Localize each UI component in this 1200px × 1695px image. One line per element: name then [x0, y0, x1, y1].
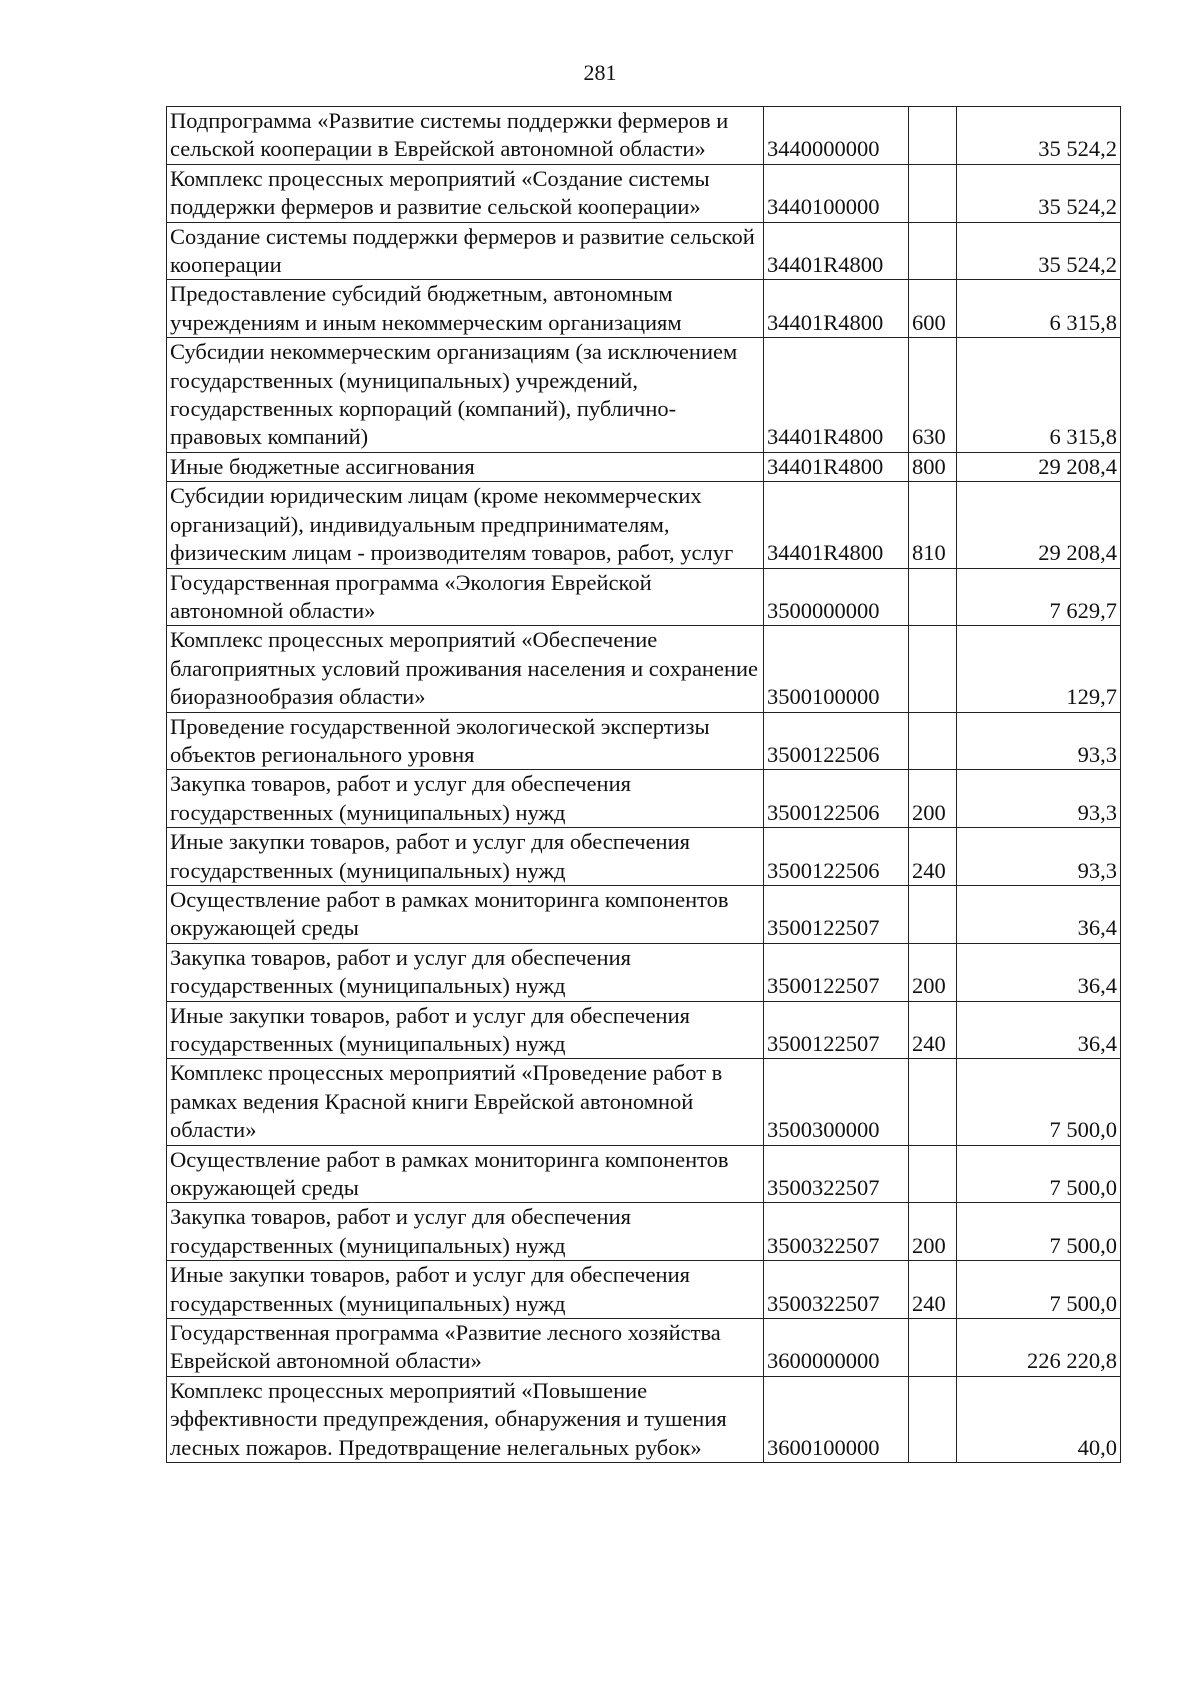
row-code-cell: 3440100000: [764, 164, 909, 222]
row-name-cell: Проведение государственной экологической экспертизы объектов регионального уровня: [167, 712, 764, 770]
row-amount-cell: 6 315,8: [957, 338, 1121, 453]
row-name-cell: Комплекс процессных мероприятий «Повышение эффективности предупреждения, обнаружения и тушения лесных пожаров. Предотвращение нелегальных рубок»: [167, 1376, 764, 1462]
row-type-cell: 800: [909, 452, 957, 481]
row-amount-cell: 93,3: [957, 770, 1121, 828]
row-code-cell: 3500100000: [764, 626, 909, 712]
table-row: [167, 1203, 1121, 1261]
row-amount-cell: 36,4: [957, 1001, 1121, 1059]
row-type-cell: 200: [909, 770, 957, 828]
row-code-cell: 34401R4800: [764, 222, 909, 280]
row-type-cell: [909, 626, 957, 712]
row-amount-cell: 93,3: [957, 828, 1121, 886]
row-type-cell: [909, 1376, 957, 1462]
row-amount-cell: 226 220,8: [957, 1319, 1121, 1377]
table-row: [167, 1001, 1121, 1059]
row-name-cell: Закупка товаров, работ и услуг для обеспечения государственных (муниципальных) нужд: [167, 943, 764, 1001]
table-row: [167, 626, 1121, 712]
row-amount-cell: 7 629,7: [957, 568, 1121, 626]
table-row: [167, 164, 1121, 222]
row-name-cell: Подпрограмма «Развитие системы поддержки фермеров и сельской кооперации в Еврейской автономной области»: [167, 107, 764, 165]
row-code-cell: 3500322507: [764, 1261, 909, 1319]
budget-table: [166, 106, 1121, 1463]
row-amount-cell: 6 315,8: [957, 280, 1121, 338]
row-name-cell: Осуществление работ в рамках мониторинга компонентов окружающей среды: [167, 1145, 764, 1203]
row-type-cell: 200: [909, 1203, 957, 1261]
row-name-cell: Закупка товаров, работ и услуг для обеспечения государственных (муниципальных) нужд: [167, 770, 764, 828]
row-code-cell: 3500122507: [764, 885, 909, 943]
table-row: [167, 828, 1121, 886]
budget-table-body: [167, 107, 1121, 1463]
row-amount-cell: 129,7: [957, 626, 1121, 712]
row-type-cell: 240: [909, 1261, 957, 1319]
page-number: 281: [583, 60, 617, 85]
row-name-cell: Иные закупки товаров, работ и услуг для обеспечения государственных (муниципальных) нужд: [167, 1261, 764, 1319]
table-row: [167, 770, 1121, 828]
row-type-cell: 240: [909, 1001, 957, 1059]
row-code-cell: 3500122507: [764, 1001, 909, 1059]
table-row: [167, 712, 1121, 770]
table-row: [167, 943, 1121, 1001]
row-name-cell: Государственная программа «Развитие лесного хозяйства Еврейской автономной области»: [167, 1319, 764, 1377]
row-name-cell: Субсидии юридическим лицам (кроме некоммерческих организаций), индивидуальным предпринимателям, физическим лицам - производителям товаров, работ, услуг: [167, 482, 764, 568]
row-type-cell: [909, 222, 957, 280]
row-amount-cell: 29 208,4: [957, 482, 1121, 568]
row-amount-cell: 7 500,0: [957, 1059, 1121, 1145]
row-code-cell: 34401R4800: [764, 452, 909, 481]
row-name-cell: Государственная программа «Экология Еврейской автономной области»: [167, 568, 764, 626]
row-amount-cell: 93,3: [957, 712, 1121, 770]
row-code-cell: 3500122506: [764, 712, 909, 770]
row-type-cell: [909, 107, 957, 165]
row-type-cell: 600: [909, 280, 957, 338]
table-row: [167, 280, 1121, 338]
table-row: [167, 1059, 1121, 1145]
table-row: [167, 1261, 1121, 1319]
table-row: [167, 482, 1121, 568]
row-amount-cell: 7 500,0: [957, 1203, 1121, 1261]
row-code-cell: 3440000000: [764, 107, 909, 165]
row-type-cell: 810: [909, 482, 957, 568]
row-type-cell: [909, 712, 957, 770]
row-type-cell: [909, 164, 957, 222]
table-row: [167, 1145, 1121, 1203]
row-amount-cell: 40,0: [957, 1376, 1121, 1462]
row-name-cell: Осуществление работ в рамках мониторинга компонентов окружающей среды: [167, 885, 764, 943]
row-type-cell: 200: [909, 943, 957, 1001]
row-type-cell: [909, 1319, 957, 1377]
table-row: [167, 338, 1121, 453]
row-amount-cell: 36,4: [957, 943, 1121, 1001]
row-type-cell: 630: [909, 338, 957, 453]
row-code-cell: 34401R4800: [764, 482, 909, 568]
row-type-cell: [909, 1059, 957, 1145]
row-name-cell: Предоставление субсидий бюджетным, автономным учреждениям и иным некоммерческим организациям: [167, 280, 764, 338]
row-code-cell: 3500000000: [764, 568, 909, 626]
row-name-cell: Комплекс процессных мероприятий «Проведение работ в рамках ведения Красной книги Еврейской автономной области»: [167, 1059, 764, 1145]
table-row: [167, 222, 1121, 280]
row-amount-cell: 7 500,0: [957, 1261, 1121, 1319]
table-row: [167, 107, 1121, 165]
row-code-cell: 3500122506: [764, 828, 909, 886]
row-code-cell: 3500122507: [764, 943, 909, 1001]
row-amount-cell: 29 208,4: [957, 452, 1121, 481]
row-name-cell: Закупка товаров, работ и услуг для обеспечения государственных (муниципальных) нужд: [167, 1203, 764, 1261]
row-name-cell: Комплекс процессных мероприятий «Создание системы поддержки фермеров и развитие сельской кооперации»: [167, 164, 764, 222]
row-amount-cell: 35 524,2: [957, 222, 1121, 280]
row-code-cell: 3600000000: [764, 1319, 909, 1377]
row-code-cell: 3600100000: [764, 1376, 909, 1462]
row-type-cell: 240: [909, 828, 957, 886]
row-amount-cell: 7 500,0: [957, 1145, 1121, 1203]
row-name-cell: Иные закупки товаров, работ и услуг для обеспечения государственных (муниципальных) нужд: [167, 1001, 764, 1059]
row-type-cell: [909, 1145, 957, 1203]
table-row: [167, 568, 1121, 626]
row-code-cell: 34401R4800: [764, 338, 909, 453]
row-name-cell: Иные бюджетные ассигнования: [167, 452, 764, 481]
row-code-cell: 3500122506: [764, 770, 909, 828]
table-row: [167, 1376, 1121, 1462]
row-amount-cell: 36,4: [957, 885, 1121, 943]
row-code-cell: 3500322507: [764, 1203, 909, 1261]
table-row: [167, 1319, 1121, 1377]
row-type-cell: [909, 568, 957, 626]
row-name-cell: Субсидии некоммерческим организациям (за исключением государственных (муниципальных) учреждений, государственных корпораций (компаний), публично-правовых компаний): [167, 338, 764, 453]
row-type-cell: [909, 885, 957, 943]
table-row: [167, 885, 1121, 943]
row-name-cell: Иные закупки товаров, работ и услуг для обеспечения государственных (муниципальных) нужд: [167, 828, 764, 886]
row-code-cell: 3500300000: [764, 1059, 909, 1145]
row-name-cell: Комплекс процессных мероприятий «Обеспечение благоприятных условий проживания населения и сохранение биоразнообразия области»: [167, 626, 764, 712]
row-amount-cell: 35 524,2: [957, 107, 1121, 165]
table-row: [167, 452, 1121, 481]
row-amount-cell: 35 524,2: [957, 164, 1121, 222]
row-name-cell: Создание системы поддержки фермеров и развитие сельской кооперации: [167, 222, 764, 280]
row-code-cell: 3500322507: [764, 1145, 909, 1203]
row-code-cell: 34401R4800: [764, 280, 909, 338]
